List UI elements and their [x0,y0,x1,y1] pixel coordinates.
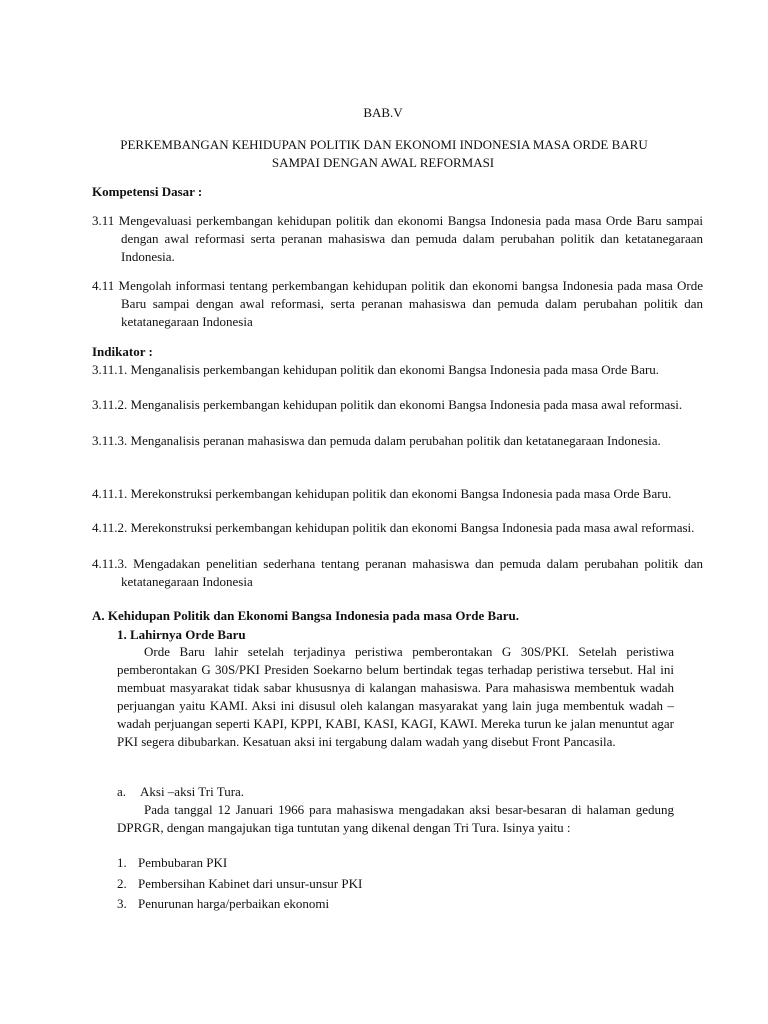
chapter-title-line-2: SAMPAI DENGAN AWAL REFORMASI [271,155,495,170]
kd-item: 4.11 Mengolah informasi tentang perkembangan kehidupan politik dan ekonomi bangsa Indonesia pada masa Orde Baru sampai dengan awal reformasi, serta peranan mahasiswa dan pemuda dalam perubahan politik dan ketatanegaraan Indonesia [92,278,703,329]
list-item-number: 2. [117,876,127,891]
list-item [117,854,227,872]
list-item-number: 3. [117,896,127,911]
list-item [117,895,329,913]
indikator-heading: Indikator : [92,344,153,359]
kompetensi-dasar-heading: Kompetensi Dasar : [92,184,203,199]
indikator-item: 4.11.3. Mengadakan penelitian sederhana tentang peranan mahasiswa dan pemuda dalam perubahan politik dan ketatanegaraan Indonesia [92,556,703,589]
list-item-text: Pembubaran PKI [138,855,228,870]
paragraph-orde-baru: Orde Baru lahir setelah terjadinya peristiwa pemberontakan G 30S/PKI. Setelah peristiwa pemberontakan G 30S/PKI Presiden Soekarno belum bertindak tegas terhadap peristiwa tersebut. Hal ini membuat masyarakat tidak sabar khususnya di kalangan mahasiswa. Para mahasiswa membentuk wadah perjuangan yaitu KAMI. Aksi ini disusul oleh kalangan masyarakat yang lain juga membentuk wadah – wadah perjuangan seperti KAPI, KPPI, KABI, KASI, KAGI, KAWI. Mereka turun ke jalan menuntut agar PKI segera dibubarkan. Kesatuan aksi ini tergabung dalam wadah yang disebut Front Pancasila. [117,644,674,749]
sub-a-heading: Aksi –aksi Tri Tura. [140,784,245,799]
subsection-1-heading: 1. Lahirnya Orde Baru [117,627,246,642]
kd-item: 3.11 Mengevaluasi perkembangan kehidupan politik dan ekonomi Bangsa Indonesia pada masa Orde Baru sampai dengan awal reformasi serta peranan mahasiswa dan pemuda dalam perubahan politik dan ketatanegaraan Indonesia. [92,213,703,264]
list-item [117,875,362,893]
sub-a-line [117,783,674,801]
list-item-number: 1. [117,855,127,870]
indikator-item: 4.11.2. Merekonstruksi perkembangan kehidupan politik dan ekonomi Bangsa Indonesia pada masa awal reformasi. [92,520,695,535]
paragraph-tritura: Pada tanggal 12 Januari 1966 para mahasiswa mengadakan aksi besar-besaran di halaman gedung DPRGR, dengan mangajukan tiga tuntutan yang dikenal dengan Tri Tura. Isinya yaitu : [117,802,674,835]
indikator-item: 3.11.1. Menganalisis perkembangan kehidupan politik dan ekonomi Bangsa Indonesia pada masa Orde Baru. [92,362,660,377]
section-a-heading: A. Kehidupan Politik dan Ekonomi Bangsa Indonesia pada masa Orde Baru. [92,608,519,623]
list-item-text: Pembersihan Kabinet dari unsur-unsur PKI [138,876,363,891]
list-item-text: Penurunan harga/perbaikan ekonomi [138,896,330,911]
indikator-item: 3.11.3. Menganalisis peranan mahasiswa dan pemuda dalam perubahan politik dan ketatanegaraan Indonesia. [92,433,661,448]
chapter-label: BAB.V [363,105,403,120]
indikator-item: 4.11.1. Merekonstruksi perkembangan kehidupan politik dan ekonomi Bangsa Indonesia pada masa Orde Baru. [92,486,672,501]
indikator-item: 3.11.2. Menganalisis perkembangan kehidupan politik dan ekonomi Bangsa Indonesia pada masa awal reformasi. [92,397,683,412]
sub-a-label: a. [117,784,127,799]
chapter-title-line-1: PERKEMBANGAN KEHIDUPAN POLITIK DAN EKONOMI INDONESIA MASA ORDE BARU [120,137,648,152]
